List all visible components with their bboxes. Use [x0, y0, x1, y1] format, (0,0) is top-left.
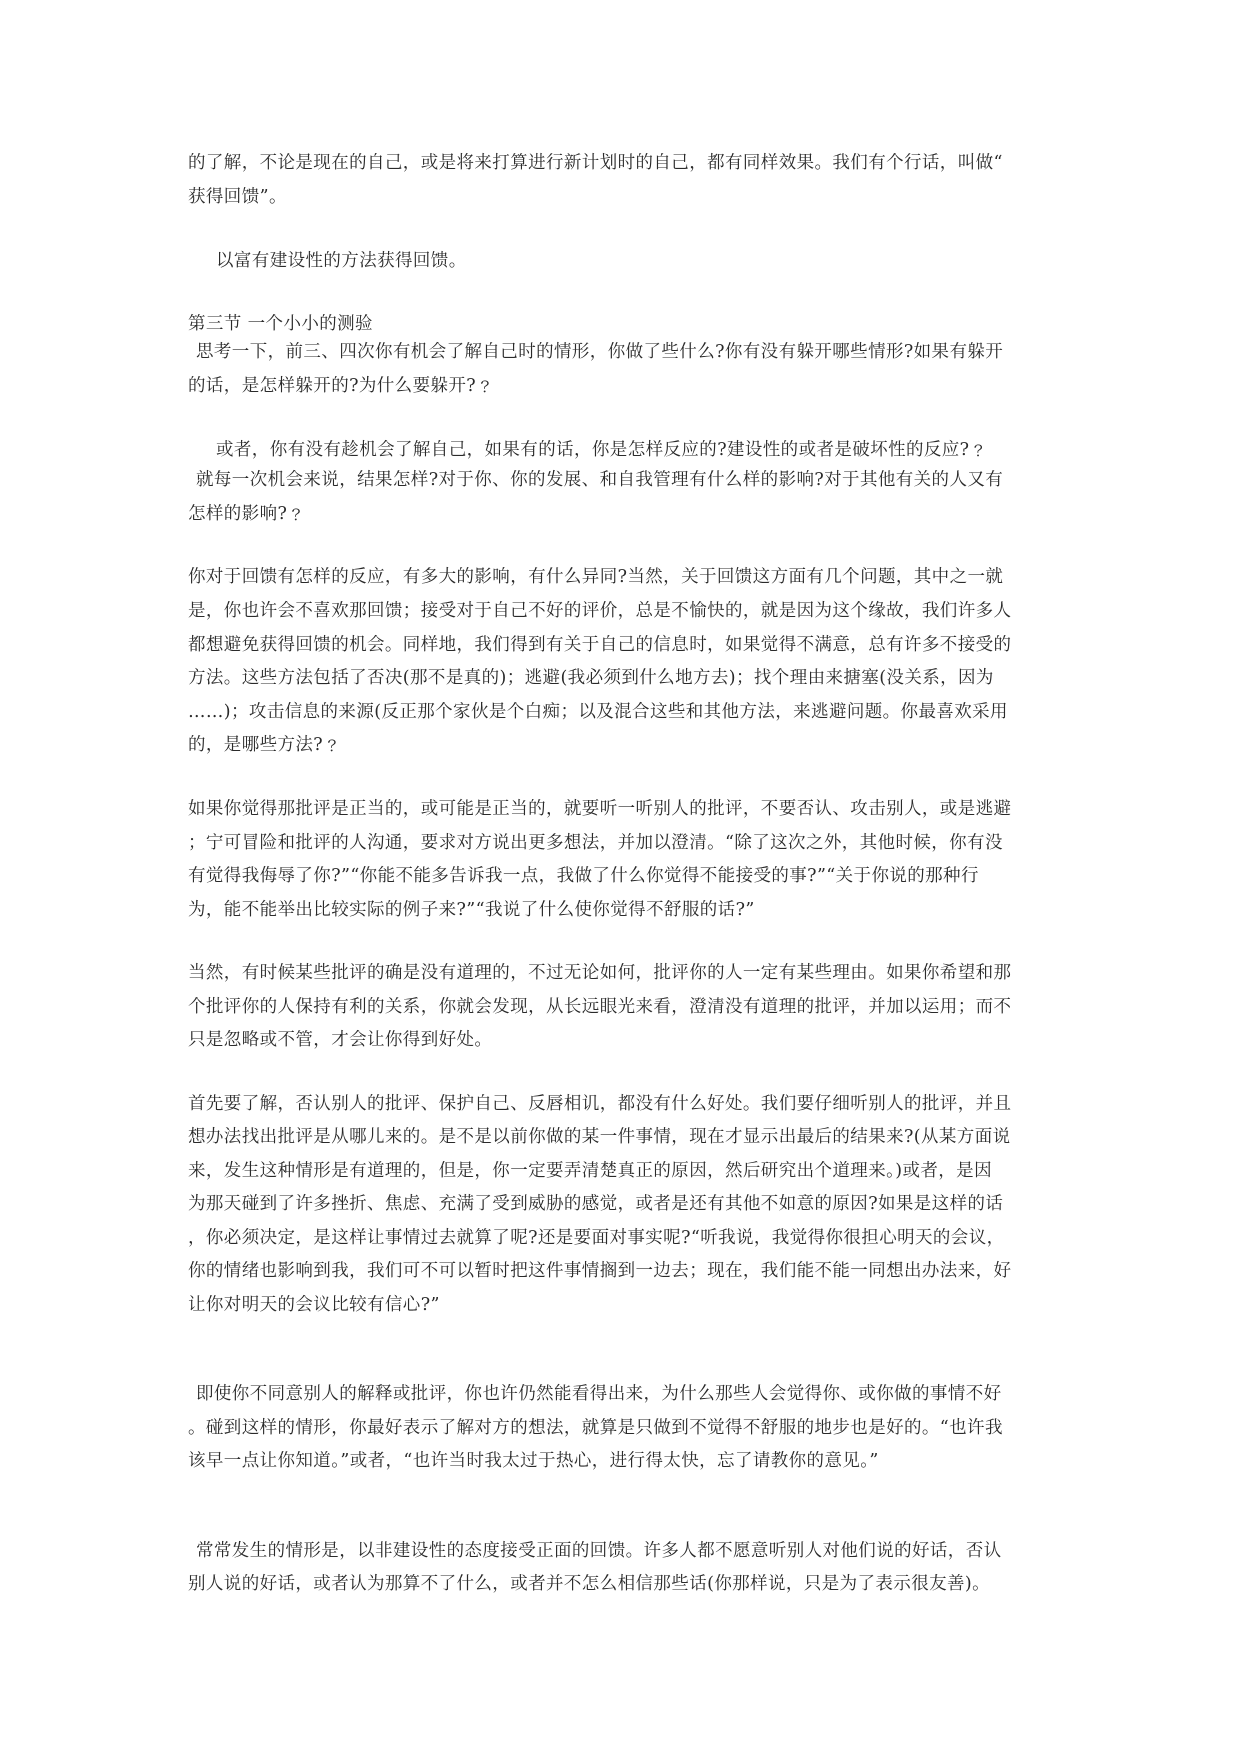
paragraph-line: 为那天碰到了许多挫折、焦虑、充满了受到威胁的感觉，或者是还有其他不如意的原因?如果是这样的话: [188, 1194, 1004, 1214]
paragraph-line: 首先要了解，否认别人的批评、保护自己、反唇相讥，都没有什么好处。我们要仔细听别人的批评，并且: [188, 1094, 1012, 1114]
paragraph-line: 。碰到这样的情形，你最好表示了解对方的想法，就算是只做到不觉得不舒服的地步也是好的。“也许我: [188, 1418, 1003, 1438]
paragraph-line: 别人说的好话，或者认为那算不了什么，或者并不怎么相信那些话(你那样说，只是为了表示很友善)。: [188, 1574, 991, 1594]
paragraph-line: 获得回馈”。: [188, 187, 287, 207]
paragraph-line: 方法。这些方法包括了否决(那不是真的)；逃避(我必须到什么地方去)；找个理由来搪塞(没关系，因为: [188, 668, 994, 688]
paragraph-line: 的话，是怎样躲开的?为什么要躲开?﹖: [188, 376, 494, 396]
paragraph-line: 只是忽略或不管，才会让你得到好处。: [188, 1030, 493, 1050]
paragraph-line: 让你对明天的会议比较有信心?”: [188, 1295, 440, 1315]
paragraph-line: 想办法找出批评是从哪儿来的。是不是以前你做的某一件事情，现在才显示出最后的结果来?(从某方面说: [188, 1127, 1011, 1147]
paragraph-line: 就每一次机会来说，结果怎样?对于你、你的发展、和自我管理有什么样的影响?对于其他有关的人又有: [196, 470, 1004, 490]
paragraph-line: 即使你不同意别人的解释或批评，你也许仍然能看得出来，为什么那些人会觉得你、或你做的事情不好: [196, 1384, 1002, 1404]
paragraph-line: 常常发生的情形是，以非建设性的态度接受正面的回馈。许多人都不愿意听别人对他们说的好话，否认: [196, 1541, 1002, 1561]
paragraph-line: 怎样的影响?﹖: [188, 504, 306, 524]
paragraph-line: 当然，有时候某些批评的确是没有道理的，不过无论如何，批评你的人一定有某些理由。如果你希望和那: [188, 963, 1012, 983]
paragraph-line: 你的情绪也影响到我，我们可不可以暂时把这件事情搁到一边去；现在，我们能不能一同想出办法来，好: [188, 1261, 1012, 1281]
paragraph-line: 思考一下，前三、四次你有机会了解自己时的情形，你做了些什么?你有没有躲开哪些情形?如果有躲开: [196, 342, 1004, 362]
paragraph-line: 的，是哪些方法?﹖: [188, 735, 341, 755]
paragraph-line: 有觉得我侮辱了你?”“你能不能多告诉我一点，我做了什么你觉得不能接受的事?”“关于你说的那种行: [188, 866, 979, 886]
paragraph-line: ……)；攻击信息的来源(反正那个家伙是个白痴；以及混合这些和其他方法，来逃避问题。你最喜欢采用: [188, 702, 1008, 722]
paragraph-line: 以富有建设性的方法获得回馈。: [216, 251, 467, 271]
paragraph-line: 或者，你有没有趁机会了解自己，如果有的话，你是怎样反应的?建设性的或者是破坏性的反应?﹖: [216, 440, 988, 460]
paragraph-line: 来，发生这种情形是有道理的，但是，你一定要弄清楚真正的原因，然后研究出个道理来。)或者，是因: [188, 1161, 992, 1181]
paragraph-line: 如果你觉得那批评是正当的，或可能是正当的，就要听一听别人的批评，不要否认、攻击别人，或是逃避: [188, 799, 1012, 819]
paragraph-line: 都想避免获得回馈的机会。同样地，我们得到有关于自己的信息时，如果觉得不满意，总有许多不接受的: [188, 635, 1012, 655]
paragraph-line: ，你必须决定，是这样让事情过去就算了呢?还是要面对事实呢?“听我说，我觉得你很担心明天的会议，: [188, 1228, 1005, 1248]
paragraph-line: ；宁可冒险和批评的人沟通，要求对方说出更多想法，并加以澄清。“除了这次之外，其他时候，你有没: [188, 833, 1003, 853]
paragraph-line: 为，能不能举出比较实际的例子来?”“我说了什么使你觉得不舒服的话?”: [188, 900, 755, 920]
section-heading: 第三节 一个小小的测验: [188, 314, 373, 334]
paragraph-line: 是，你也许会不喜欢那回馈；接受对于自己不好的评价，总是不愉快的，就是因为这个缘故，我们许多人: [188, 601, 1012, 621]
paragraph-line: 该早一点让你知道。”或者，“也许当时我太过于热心，进行得太快，忘了请教你的意见。”: [188, 1451, 879, 1471]
paragraph-line: 你对于回馈有怎样的反应，有多大的影响，有什么异同?当然，关于回馈这方面有几个问题，其中之一就: [188, 567, 1004, 587]
paragraph-line: 个批评你的人保持有利的关系，你就会发现，从长远眼光来看，澄清没有道理的批评，并加以运用；而不: [188, 997, 1012, 1017]
paragraph-line: 的了解，不论是现在的自己，或是将来打算进行新计划时的自己，都有同样效果。我们有个行话，叫做“: [188, 153, 1003, 173]
